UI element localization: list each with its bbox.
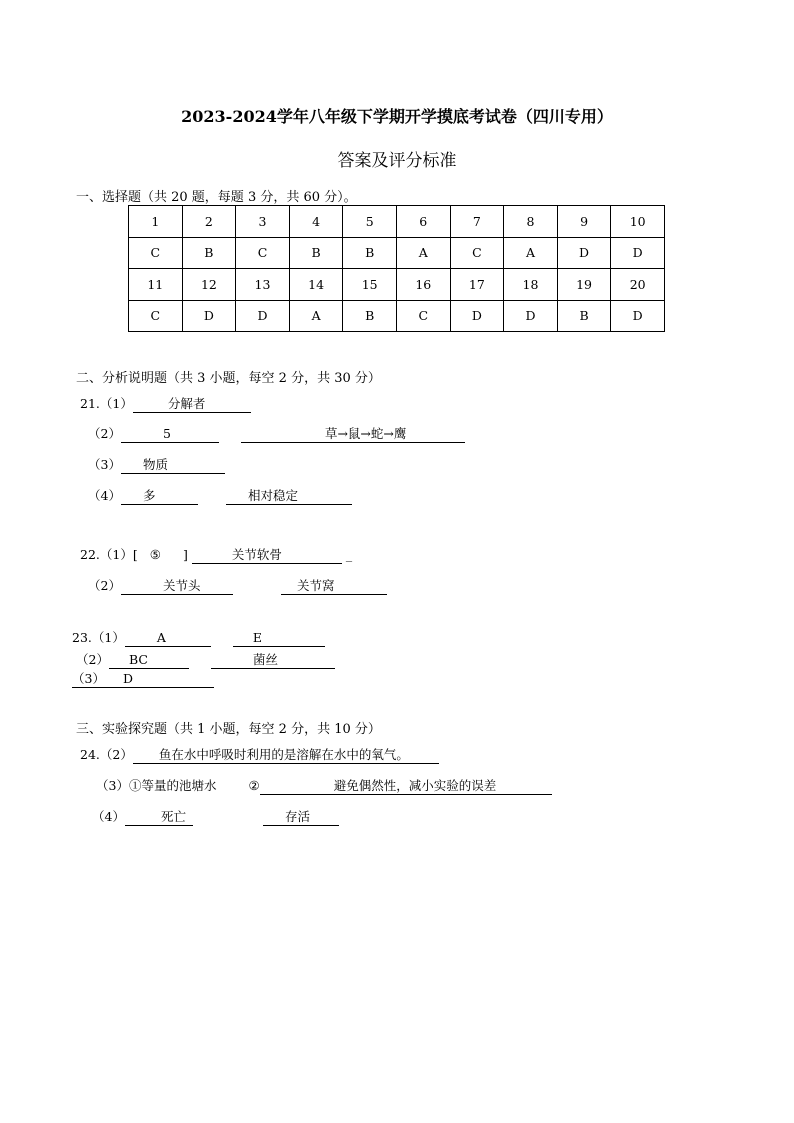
q21-l2-answer-b: 草→鼠→蛇→鹰 bbox=[324, 426, 407, 441]
answer-cell: D bbox=[450, 300, 504, 332]
q24-l1-answer: 鱼在水中呼吸时利用的是溶解在水中的氧气。 bbox=[158, 747, 409, 762]
q23-l2-answer-a: BC bbox=[128, 652, 148, 667]
question-number-cell: 20 bbox=[611, 269, 665, 301]
answer-cell: B bbox=[289, 237, 343, 269]
q24-line3 bbox=[92, 807, 339, 826]
section2-heading: 二、分析说明题（共 3 小题，每空 2 分，共 30 分） bbox=[76, 371, 381, 386]
answer-cell: D bbox=[236, 300, 290, 332]
question-number-cell: 15 bbox=[343, 269, 397, 301]
answer-cell: C bbox=[396, 300, 450, 332]
q22-l2-answer-a: 关节头 bbox=[162, 578, 201, 593]
q21-l3-prefix: （3） bbox=[88, 457, 121, 472]
q21-line4 bbox=[88, 486, 352, 505]
question-number-cell: 13 bbox=[236, 269, 290, 301]
q24-l2-prefix: （3）①等量的池塘水 bbox=[96, 778, 217, 793]
q24-line1 bbox=[80, 745, 439, 764]
q23-line2 bbox=[76, 650, 335, 669]
section3-heading: 三、实验探究题（共 1 小题，每空 2 分，共 10 分） bbox=[76, 722, 381, 737]
page-title: 2023-2024学年八年级下学期开学摸底考试卷（四川专用） bbox=[181, 107, 613, 126]
answer-cell: D bbox=[504, 300, 558, 332]
table-row-numbers bbox=[129, 206, 665, 238]
answer-cell: D bbox=[557, 237, 611, 269]
answer-cell: B bbox=[343, 237, 397, 269]
answer-cell: C bbox=[236, 237, 290, 269]
q21-l4-prefix: （4） bbox=[88, 488, 121, 503]
q22-l1-number: ⑤ bbox=[149, 547, 161, 562]
q22-l1-answer: 关节软骨 bbox=[231, 547, 282, 562]
q23-line1 bbox=[72, 628, 325, 647]
q22-l1-prefix: 22.（1）[ bbox=[80, 547, 138, 562]
q24-l3-prefix: （4） bbox=[92, 809, 125, 824]
q21-l1-answer: 分解者 bbox=[167, 396, 206, 411]
page-subtitle: 答案及评分标准 bbox=[337, 151, 457, 171]
question-number-cell: 7 bbox=[450, 206, 504, 238]
q21-l4-answer-b: 相对稳定 bbox=[247, 488, 298, 503]
question-number-cell: 18 bbox=[504, 269, 558, 301]
answer-cell: D bbox=[611, 237, 665, 269]
q21-l3-answer: 物质 bbox=[142, 457, 168, 472]
q22-line1 bbox=[80, 545, 352, 564]
section1-heading: 一、选择题（共 20 题，每题 3 分，共 60 分）。 bbox=[76, 190, 357, 205]
answer-cell: B bbox=[343, 300, 397, 332]
answer-cell: C bbox=[129, 237, 183, 269]
answer-cell: A bbox=[396, 237, 450, 269]
table-row-answers bbox=[129, 237, 665, 269]
answer-cell: D bbox=[611, 300, 665, 332]
answer-table bbox=[128, 205, 665, 332]
q23-l2-answer-b: 菌丝 bbox=[252, 652, 278, 667]
question-number-cell: 10 bbox=[611, 206, 665, 238]
q23-l1-answer-a: A bbox=[156, 630, 166, 645]
question-number-cell: 8 bbox=[504, 206, 558, 238]
table-row-numbers bbox=[129, 269, 665, 301]
answer-cell: C bbox=[129, 300, 183, 332]
q23-l1-prefix: 23.（1） bbox=[72, 630, 125, 645]
answer-cell: B bbox=[557, 300, 611, 332]
q22-line2 bbox=[88, 576, 387, 595]
q22-l1-close: ] bbox=[182, 547, 188, 562]
q22-l2-answer-b: 关节窝 bbox=[296, 578, 335, 593]
answer-cell: D bbox=[182, 300, 236, 332]
question-number-cell: 2 bbox=[182, 206, 236, 238]
q24-l3-answer-a: 死亡 bbox=[160, 809, 186, 824]
answer-cell: C bbox=[450, 237, 504, 269]
q21-l2-answer-a: 5 bbox=[162, 426, 171, 441]
q21-line1 bbox=[80, 394, 251, 413]
q23-l3-answer: D bbox=[122, 671, 133, 686]
question-number-cell: 11 bbox=[129, 269, 183, 301]
question-number-cell: 1 bbox=[129, 206, 183, 238]
q24-line2 bbox=[96, 776, 552, 795]
question-number-cell: 5 bbox=[343, 206, 397, 238]
q21-line3 bbox=[88, 455, 225, 474]
q24-l1-prefix: 24.（2） bbox=[80, 747, 133, 762]
answer-cell: A bbox=[504, 237, 558, 269]
answer-cell: A bbox=[289, 300, 343, 332]
q21-line2 bbox=[88, 424, 465, 443]
question-number-cell: 17 bbox=[450, 269, 504, 301]
question-number-cell: 9 bbox=[557, 206, 611, 238]
question-number-cell: 3 bbox=[236, 206, 290, 238]
question-number-cell: 14 bbox=[289, 269, 343, 301]
answer-cell: B bbox=[182, 237, 236, 269]
q24-l2-mid: ② bbox=[248, 778, 260, 793]
q22-l2-prefix: （2） bbox=[88, 578, 121, 593]
q23-l1-answer-b: E bbox=[252, 630, 262, 645]
q23-l2-prefix: （2） bbox=[76, 652, 109, 667]
table-row-answers bbox=[129, 300, 665, 332]
question-number-cell: 12 bbox=[182, 269, 236, 301]
q22-l1-tail: _ bbox=[345, 547, 353, 562]
q23-line3 bbox=[72, 671, 214, 688]
question-number-cell: 6 bbox=[396, 206, 450, 238]
q21-l4-answer-a: 多 bbox=[142, 488, 156, 503]
q24-l3-answer-b: 存活 bbox=[284, 809, 310, 824]
q24-l2-answer: 避免偶然性，减小实验的误差 bbox=[333, 778, 497, 793]
question-number-cell: 4 bbox=[289, 206, 343, 238]
question-number-cell: 16 bbox=[396, 269, 450, 301]
question-number-cell: 19 bbox=[557, 269, 611, 301]
q21-l1-prefix: 21.（1） bbox=[80, 396, 133, 411]
q21-l2-prefix: （2） bbox=[88, 426, 121, 441]
q23-l3-prefix: （3） bbox=[72, 671, 105, 686]
